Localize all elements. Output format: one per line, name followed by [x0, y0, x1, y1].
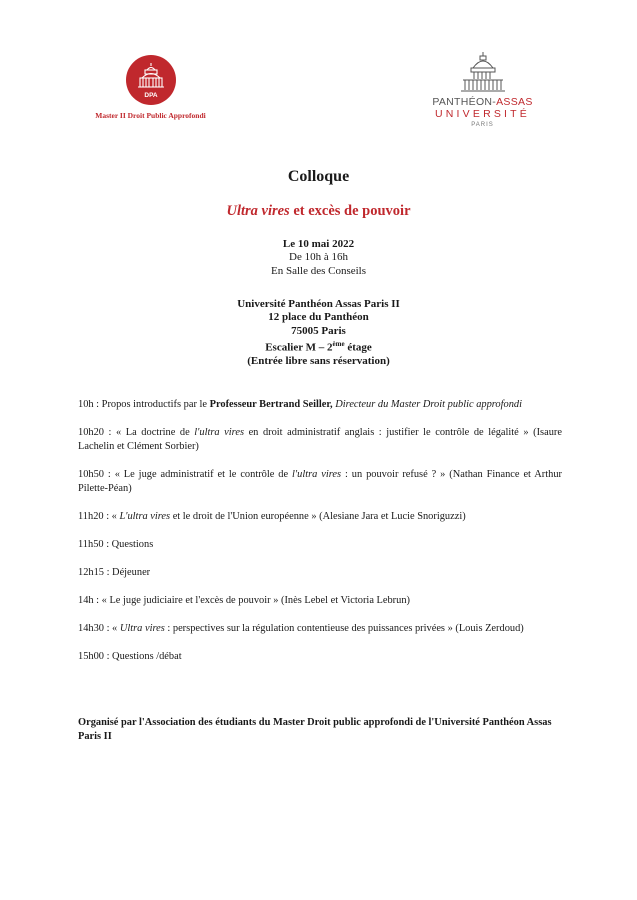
event-room: En Salle des Conseils: [270, 264, 367, 277]
pantheon-assas-logo: [420, 50, 545, 128]
program-item: 10h20 : « La doctrine de l'ultra vires en droit administratif anglais : justifier le contrôle de légalité » (Isaure Lachelin et Clément Sorbier): [78, 427, 562, 452]
dpa-caption: Master II Droit Public Approfondi: [95, 111, 206, 120]
program-item: 15h00 : Questions /débat: [78, 651, 182, 662]
event-hours: De 10h à 16h: [289, 251, 348, 264]
organizer-note: Organisé par l'Association des étudiants du Master Droit public approfondi de l'Université Panthéon Assas Paris II: [78, 717, 552, 742]
program-item: 14h : « Le juge judiciaire et l'excès de pouvoir » (Inès Lebel et Victoria Lebrun): [78, 595, 410, 606]
venue-university: Université Panthéon Assas Paris II: [237, 298, 400, 310]
dpa-logo: [88, 54, 213, 120]
pa-logo-line3: PARIS: [471, 122, 494, 128]
page-title: Colloque: [287, 168, 350, 185]
venue-info: [0, 298, 637, 368]
program-item: 12h15 : Déjeuner: [78, 567, 151, 578]
venue-city: 75005 Paris: [291, 324, 346, 337]
program-item: 11h50 : Questions: [78, 539, 154, 550]
venue-stair: Escalier M – 2ème étage: [265, 339, 372, 354]
program-item: 10h50 : « Le juge administratif et le contrôle de l'ultra vires : un pouvoir refusé ? » (Nathan Finance et Arthur Pilette-Péan): [78, 469, 562, 494]
dpa-emblem-icon: [125, 54, 177, 106]
venue-access: (Entrée libre sans réservation): [247, 354, 390, 367]
dpa-logo-text: DPA: [143, 92, 158, 99]
program-item: 10h : Propos introductifs par le Professeur Bertrand Seiller, Directeur du Master Droit public approfondi: [78, 399, 522, 410]
event-date: Le 10 mai 2022: [282, 238, 355, 250]
pa-logo-line1: PANTHÉON-ASSAS: [432, 96, 533, 108]
page-subtitle: Ultra vires et excès de pouvoir: [226, 203, 411, 219]
pa-logo-line2: UNIVERSITÉ: [434, 108, 530, 120]
venue-street: 12 place du Panthéon: [268, 311, 369, 324]
program-item: 14h30 : « Ultra vires : perspectives sur la régulation contentieuse des puissances privées » (Louis Zerdoud): [78, 623, 524, 634]
pantheon-dome-icon: [453, 50, 513, 94]
event-info: [0, 238, 637, 278]
program-item: 11h20 : « L'ultra vires et le droit de l'Union européenne » (Alesiane Jara et Lucie Snoriguzzi): [78, 511, 466, 522]
program-list: [78, 398, 562, 678]
